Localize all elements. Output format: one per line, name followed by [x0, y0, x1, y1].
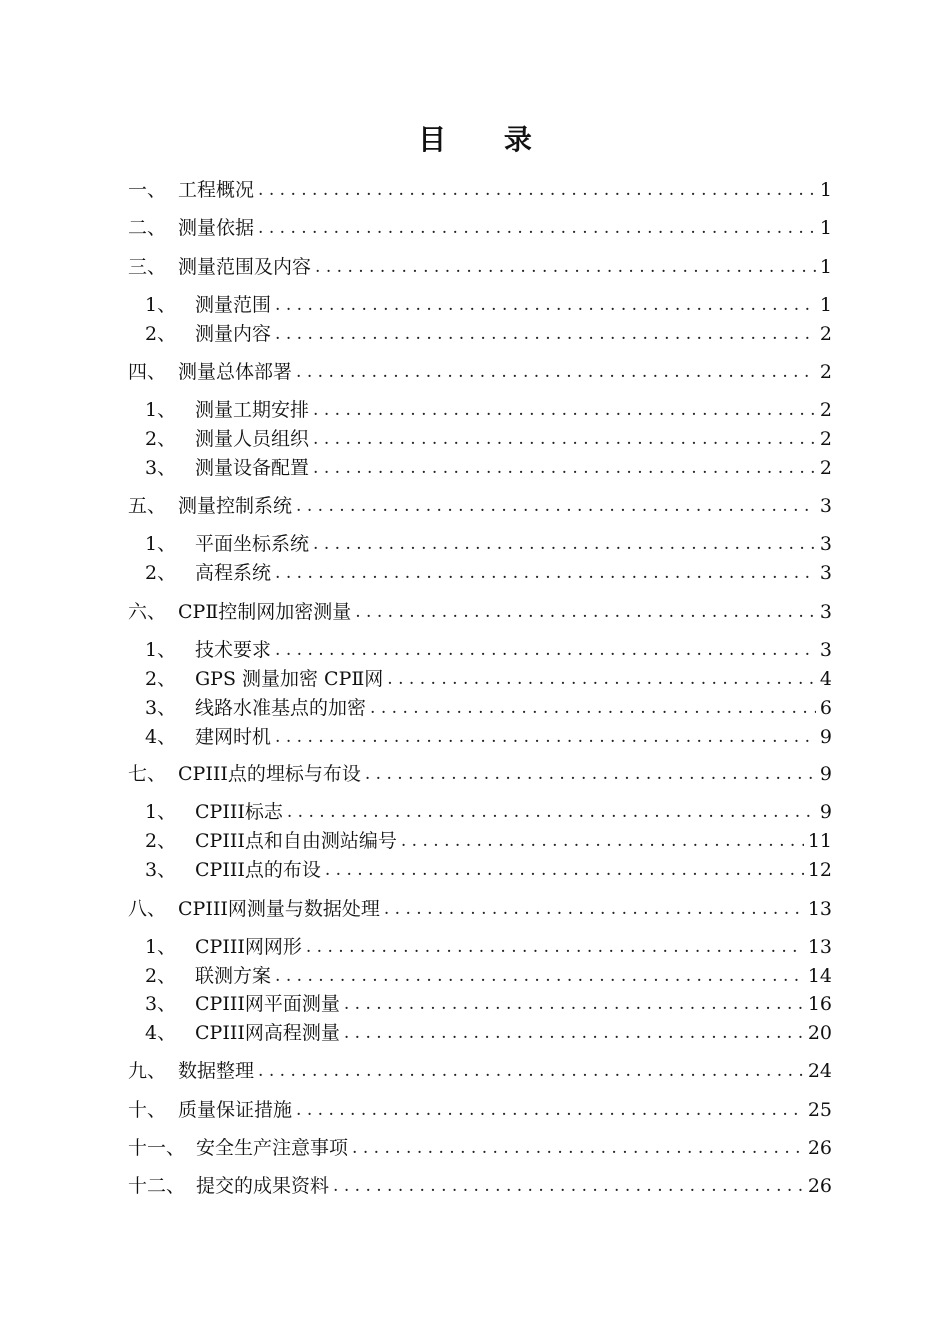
toc-entry-number: 五、 — [128, 495, 167, 517]
toc-leader-dots — [296, 493, 816, 519]
toc-leader-dots — [296, 1097, 804, 1123]
toc-entry-number: 1、 — [145, 639, 177, 661]
toc-leader-dots — [313, 397, 816, 423]
toc-entry-page: 9 — [819, 801, 832, 823]
toc-entry-text: 技术要求 — [195, 639, 272, 661]
toc-leader-dots — [325, 857, 804, 883]
toc-entry-number: 3、 — [145, 697, 177, 719]
toc-leader-dots — [313, 531, 816, 557]
toc-entry-text: 测量控制系统 — [178, 495, 293, 517]
toc-entry-page: 2 — [819, 428, 832, 450]
toc-entry-text: CPIII网测量与数据处理 — [178, 898, 380, 920]
toc-entry-number: 七、 — [128, 763, 167, 785]
toc-entry[interactable] — [128, 1173, 832, 1199]
toc-leader-dots — [313, 455, 816, 481]
toc-entry-text: 联测方案 — [195, 965, 272, 987]
toc-entry-text: 测量依据 — [178, 217, 255, 239]
toc-leader-dots — [365, 761, 816, 787]
toc-leader-dots — [313, 426, 816, 452]
toc-entry[interactable] — [128, 599, 832, 625]
toc-entry-page: 9 — [819, 763, 832, 785]
toc-entry-number: 2、 — [145, 323, 177, 345]
toc-entry-text: 工程概况 — [178, 179, 255, 201]
toc-entry[interactable] — [128, 254, 832, 280]
toc-entry-page: 13 — [807, 936, 832, 958]
toc-entry-text: CPIII点和自由测站编号 — [195, 830, 397, 852]
toc-entry-page: 25 — [807, 1099, 832, 1121]
toc-leader-dots — [275, 560, 816, 586]
toc-entry-text: 平面坐标系统 — [195, 533, 310, 555]
toc-entry-page: 24 — [807, 1060, 832, 1082]
toc-entry-page: 3 — [819, 639, 832, 661]
toc-entry-text: 安全生产注意事项 — [196, 1137, 349, 1159]
toc-entry-page: 9 — [819, 726, 832, 748]
toc-leader-dots — [384, 896, 804, 922]
toc-entry-number: 2、 — [145, 668, 177, 690]
toc-leader-dots — [344, 1020, 804, 1046]
toc-entry-text: 测量范围及内容 — [178, 256, 312, 278]
toc-entry-page: 2 — [819, 323, 832, 345]
toc-entry-text: CPIII点的埋标与布设 — [178, 763, 361, 785]
toc-leader-dots — [275, 292, 816, 318]
toc-entry-text: 高程系统 — [195, 562, 272, 584]
toc-entry[interactable] — [145, 695, 832, 721]
toc-entry-number: 3、 — [145, 859, 177, 881]
toc-entry[interactable] — [128, 1135, 832, 1161]
toc-leader-dots — [275, 321, 816, 347]
toc-entry-page: 13 — [807, 898, 832, 920]
toc-entry[interactable] — [128, 493, 832, 519]
toc-entry-text: 数据整理 — [178, 1060, 255, 1082]
toc-entry-page: 1 — [819, 294, 832, 316]
toc-entry[interactable] — [145, 637, 832, 663]
toc-entry-page: 26 — [807, 1175, 832, 1197]
toc-entry-page: 3 — [819, 601, 832, 623]
toc-entry-page: 3 — [819, 533, 832, 555]
toc-entry-number: 1、 — [145, 936, 177, 958]
toc-leader-dots — [387, 666, 816, 692]
toc-leader-dots — [258, 1058, 804, 1084]
toc-entry-number: 1、 — [145, 533, 177, 555]
toc-entry[interactable] — [145, 426, 832, 452]
toc-entry-number: 4、 — [145, 726, 177, 748]
toc-entry-number: 三、 — [128, 256, 167, 278]
toc-entry[interactable] — [145, 560, 832, 586]
toc-entry-page: 3 — [819, 562, 832, 584]
toc-entry-page: 2 — [819, 399, 832, 421]
toc-entry[interactable] — [145, 799, 832, 825]
toc-entry-number: 1、 — [145, 399, 177, 421]
toc-entry-text: 测量总体部署 — [178, 361, 293, 383]
toc-entry-number: 2、 — [145, 428, 177, 450]
toc-entry-number: 3、 — [145, 457, 177, 479]
toc-entry-page: 4 — [819, 668, 832, 690]
toc-entry-text: 测量范围 — [195, 294, 272, 316]
toc-leader-dots — [352, 1135, 804, 1161]
toc-entry[interactable] — [145, 455, 832, 481]
toc-entry-number: 十一、 — [128, 1137, 186, 1159]
toc-entry[interactable] — [145, 666, 832, 692]
toc-entry[interactable] — [145, 828, 832, 854]
toc-entry-text: CPⅡ控制网加密测量 — [178, 601, 352, 623]
toc-entry-page: 3 — [819, 495, 832, 517]
toc-entry-text: 线路水准基点的加密 — [195, 697, 367, 719]
toc-leader-dots — [258, 215, 816, 241]
toc-entry[interactable] — [128, 177, 832, 203]
toc-entry-text: CPIII网平面测量 — [195, 993, 340, 1015]
toc-entry[interactable] — [145, 292, 832, 318]
toc-entry-page: 26 — [807, 1137, 832, 1159]
toc-leader-dots — [287, 799, 816, 825]
toc-entry-number: 1、 — [145, 294, 177, 316]
toc-entry-text: CPIII网高程测量 — [195, 1022, 340, 1044]
toc-entry-page: 1 — [819, 179, 832, 201]
toc-entry[interactable] — [145, 724, 832, 750]
toc-entry-text: GPS 测量加密 CPⅡ网 — [195, 668, 384, 690]
toc-leader-dots — [275, 724, 816, 750]
toc-entry-page: 14 — [807, 965, 832, 987]
toc-leader-dots — [370, 695, 816, 721]
toc-entry-number: 2、 — [145, 562, 177, 584]
toc-title: 目 录 — [418, 123, 556, 156]
toc-entry-number: 2、 — [145, 830, 177, 852]
toc-entry-number: 四、 — [128, 361, 167, 383]
toc-entry-number: 2、 — [145, 965, 177, 987]
toc-entry-number: 4、 — [145, 1022, 177, 1044]
toc-entry-page: 6 — [819, 697, 832, 719]
toc-leader-dots — [306, 934, 804, 960]
toc-entry[interactable] — [145, 321, 832, 347]
toc-entry[interactable] — [128, 215, 832, 241]
toc-entry-text: 建网时机 — [195, 726, 272, 748]
toc-entry[interactable] — [128, 1058, 832, 1084]
toc-entry-text: 测量工期安排 — [195, 399, 310, 421]
toc-entry[interactable] — [128, 896, 832, 922]
toc-entry-number: 八、 — [128, 898, 167, 920]
toc-leader-dots — [275, 963, 804, 989]
toc-entry[interactable] — [128, 359, 832, 385]
toc-entry-text: CPIII网网形 — [195, 936, 302, 958]
toc-entry-number: 九、 — [128, 1060, 167, 1082]
toc-entry-number: 六、 — [128, 601, 167, 623]
toc-entry[interactable] — [145, 1020, 832, 1046]
toc-entry[interactable] — [145, 397, 832, 423]
toc-entry-page: 2 — [819, 361, 832, 383]
toc-entry[interactable] — [145, 934, 832, 960]
toc-entry-text: 质量保证措施 — [178, 1099, 293, 1121]
toc-entry[interactable] — [145, 963, 832, 989]
toc-leader-dots — [315, 254, 816, 280]
toc-leader-dots — [401, 828, 804, 854]
toc-entry-text: 测量内容 — [195, 323, 272, 345]
toc-entry-text: CPIII标志 — [195, 801, 283, 823]
toc-entry[interactable] — [145, 991, 832, 1017]
toc-entry-page: 1 — [819, 256, 832, 278]
toc-entry[interactable] — [128, 761, 832, 787]
toc-entry-number: 二、 — [128, 217, 167, 239]
toc-entry[interactable] — [128, 1097, 832, 1123]
toc-entry[interactable] — [145, 857, 832, 883]
toc-entry-number: 1、 — [145, 801, 177, 823]
toc-entry-number: 3、 — [145, 993, 177, 1015]
toc-entry-page: 11 — [807, 830, 832, 852]
toc-entry-page: 1 — [819, 217, 832, 239]
toc-entry[interactable] — [145, 531, 832, 557]
toc-leader-dots — [344, 991, 804, 1017]
toc-leader-dots — [258, 177, 816, 203]
toc-entry-text: 测量设备配置 — [195, 457, 310, 479]
toc-entry-page: 20 — [807, 1022, 832, 1044]
toc-leader-dots — [355, 599, 816, 625]
toc-entry-number: 十二、 — [128, 1175, 186, 1197]
toc-entry-page: 2 — [819, 457, 832, 479]
toc-entry-page: 12 — [807, 859, 832, 881]
toc-entry-page: 16 — [807, 993, 832, 1015]
toc-leader-dots — [333, 1173, 804, 1199]
toc-entry-number: 一、 — [128, 179, 167, 201]
toc-entry-text: CPIII点的布设 — [195, 859, 321, 881]
toc-entry-number: 十、 — [128, 1099, 167, 1121]
toc-leader-dots — [275, 637, 816, 663]
toc-entry-text: 提交的成果资料 — [196, 1175, 330, 1197]
toc-leader-dots — [296, 359, 816, 385]
toc-entry-text: 测量人员组织 — [195, 428, 310, 450]
